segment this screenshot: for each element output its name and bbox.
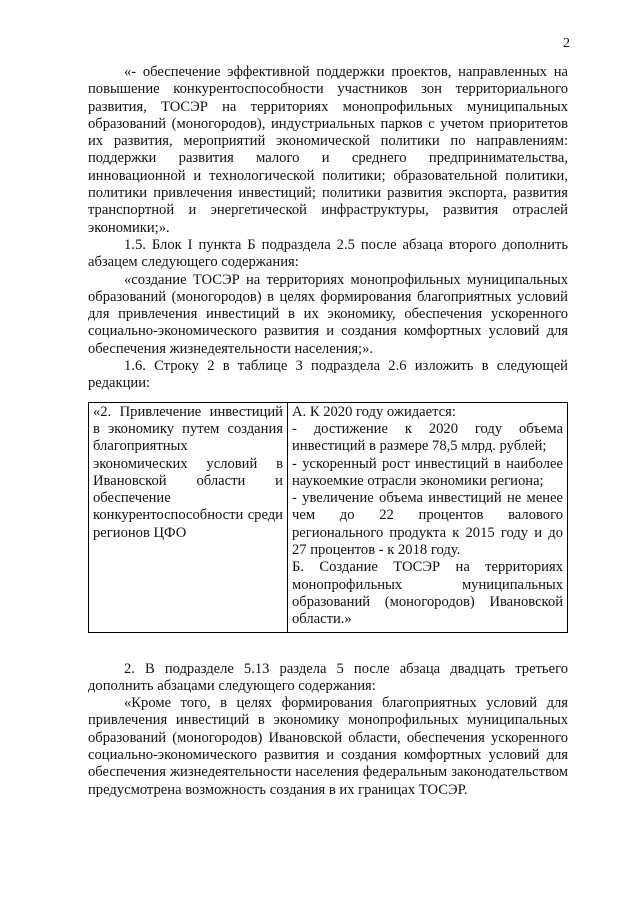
paragraph: 1.6. Строку 2 в таблице 3 подраздела 2.6 изложить в следующей редакции: (88, 358, 568, 392)
paragraph: «создание ТОСЭР на территориях монопрофильных муниципальных образований (моногородов) в целях формирования благоприятных условий для привлечения инвестиций в их экономику, обеспечения ускоренного социально-экономического развития и создания комфортных условий для обеспечения жизнедеятельности населения;». (88, 271, 568, 357)
result-line: А. К 2020 году ожидается: (292, 403, 456, 420)
page-number: 2 (563, 36, 570, 51)
paragraph: «- обеспечение эффективной поддержки проектов, направленных на повышение конкурентоспособности участников зон территориального развития, ТОСЭР на территориях монопрофильных муниципальных образований (моногородов), индустриальных парков с учетом приоритетов их развития, мероприятий экономической политики по направлениям: поддержки развития малого и среднего предпринимательства, инновационной и технологической политики; образовательной политики, политики привлечения инвестиций; политики развития экспорта, развития транспортной и энергетической инфраструктуры, развития отраслей экономики;». (88, 64, 568, 236)
goal-text: «2. Привлечение инвестиций в экономику путем создания благоприятных экономических условий в Ивановской области и обеспечение конкурентоспособности среди регионов ЦФО (93, 403, 283, 541)
result-line: Б. Создание ТОСЭР на территориях монопрофильных муниципальных образований (моногородов) Ивановской области.» (292, 559, 563, 628)
table-cell-results (288, 402, 568, 632)
table-row (89, 402, 568, 632)
result-line: - достижение к 2020 году объема инвестиций в размере 78,5 млрд. рублей; (292, 420, 563, 455)
paragraph: «Кроме того, в целях формирования благоприятных условий для привлечения инвестиций в экономику монопрофильных муниципальных образований (моногородов) Ивановской области, обеспечения ускоренного социально-экономического развития и создания комфортных условий для обеспечения жизнедеятельности населения федеральным законодательством предусмотрена возможность создания в их границах ТОСЭР. (88, 695, 568, 798)
result-line: - ускоренный рост инвестиций в наиболее наукоемкие отрасли экономики региона; (292, 455, 563, 489)
paragraph: 2. В подразделе 5.13 раздела 5 после абзаца двадцать третьего дополнить абзацами следующего содержания: (88, 660, 568, 694)
indicator-table (88, 402, 568, 633)
spacer (88, 633, 568, 661)
paragraph: 1.5. Блок I пункта Б подраздела 2.5 после абзаца второго дополнить абзацем следующего содержания: (88, 236, 568, 271)
table-cell-goal (89, 402, 288, 632)
document-body (88, 64, 568, 799)
result-line: - увеличение объема инвестиций не менее чем до 22 процентов валового регионального продукта к 2015 году и до 27 процентов - к 2018 году. (292, 490, 563, 559)
